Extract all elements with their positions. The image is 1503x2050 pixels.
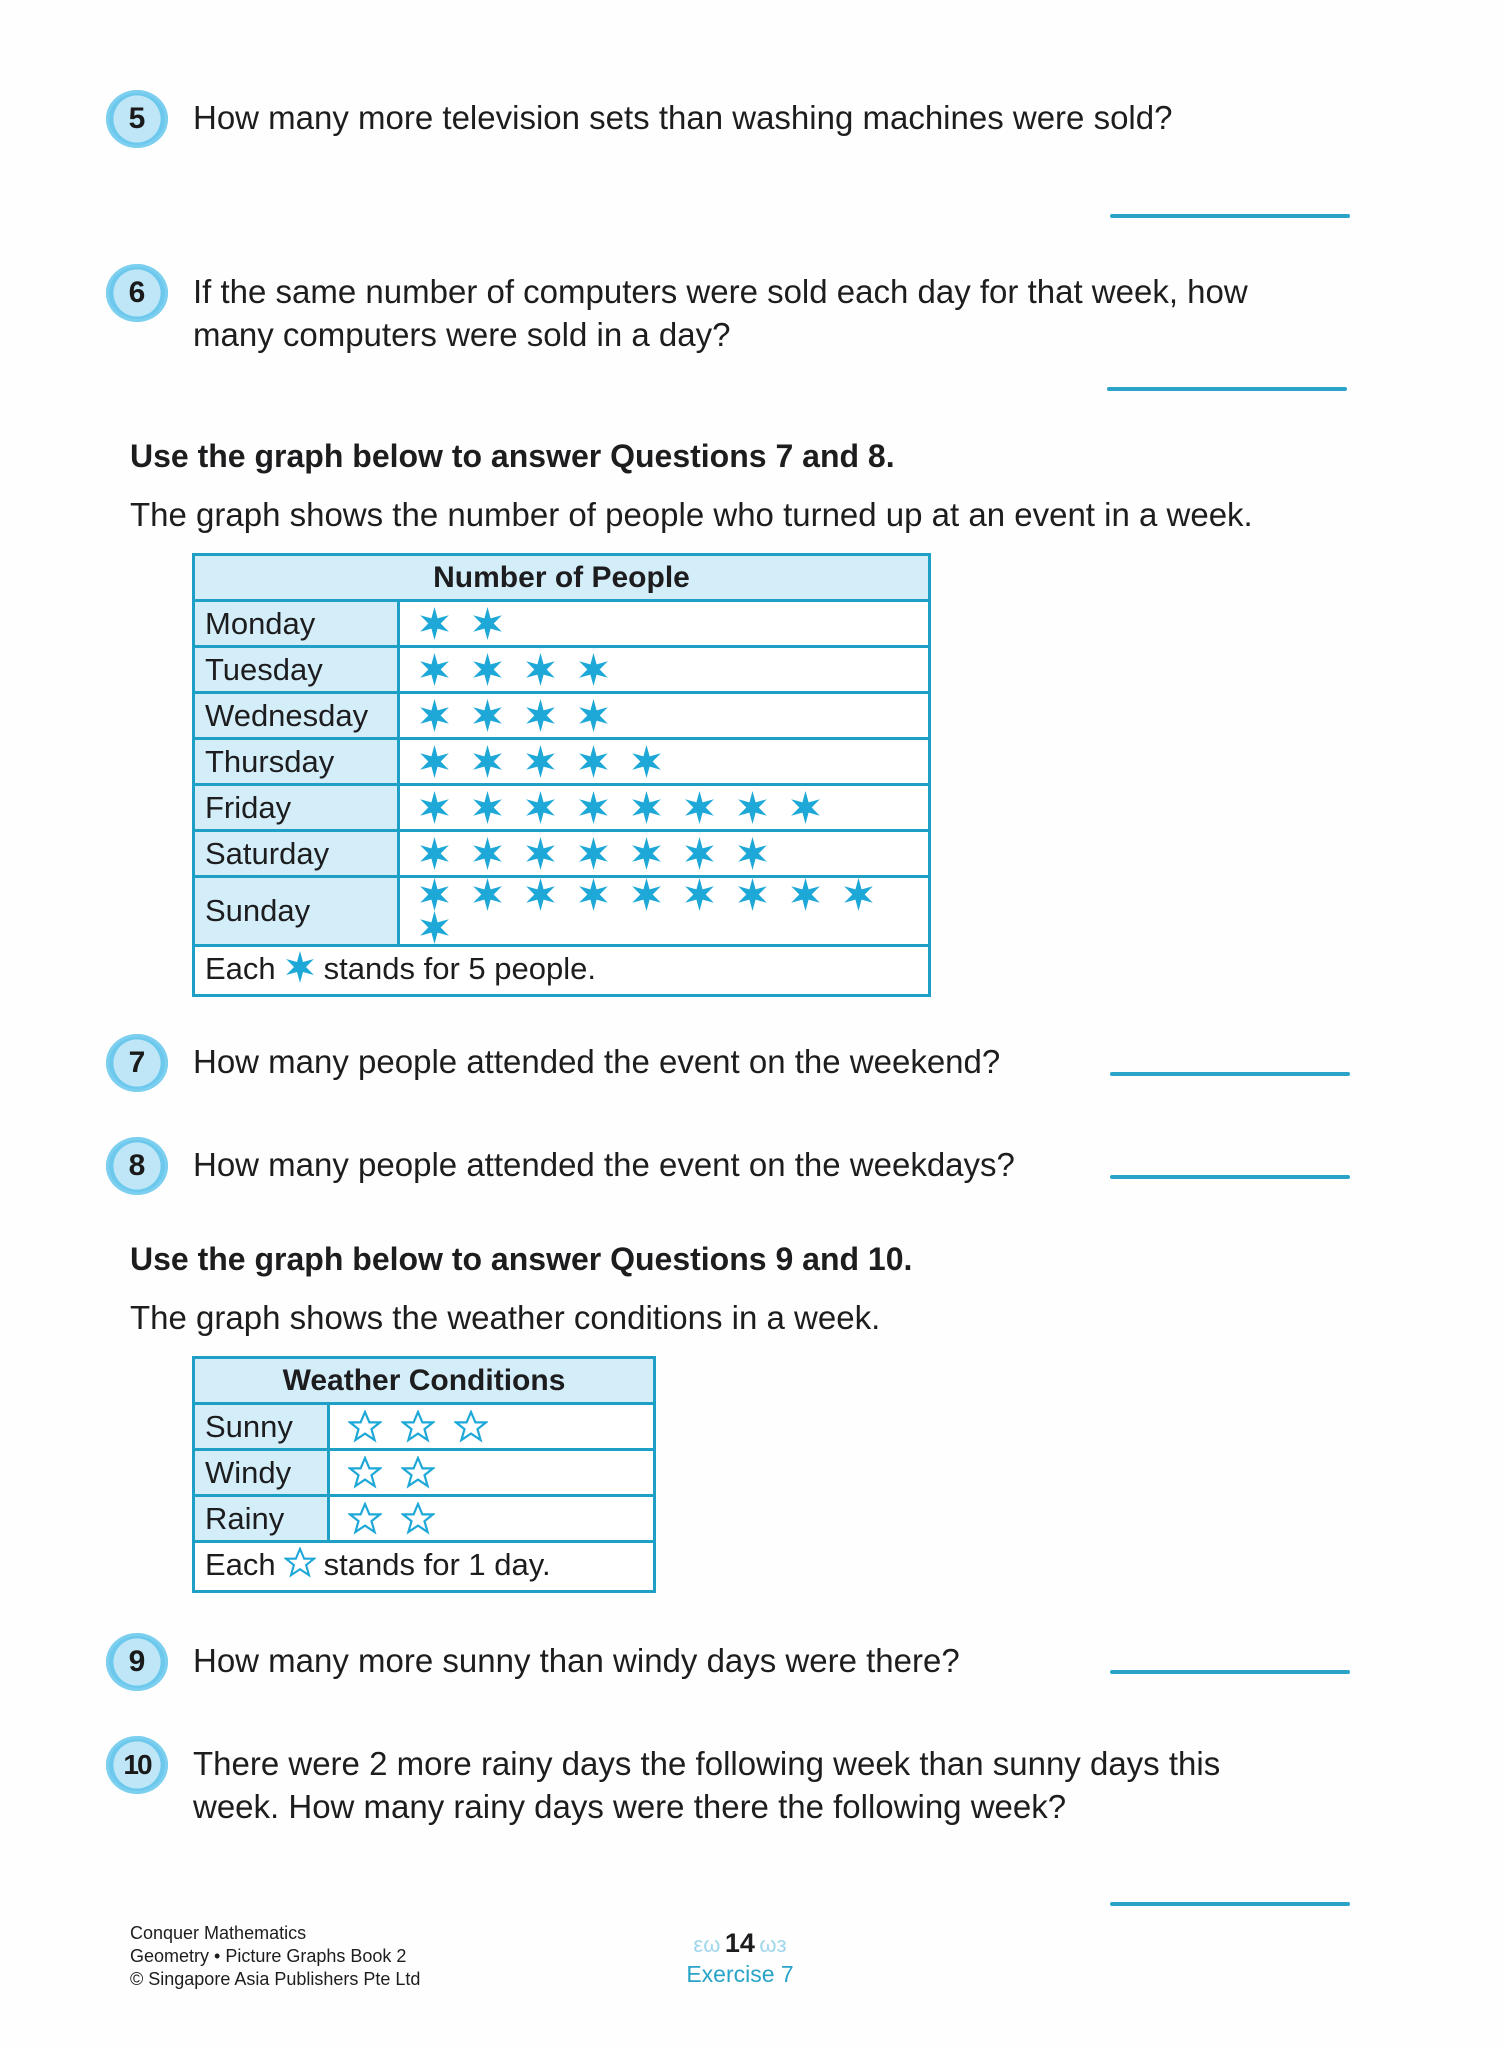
graph-row [194, 785, 930, 831]
row-label: Thursday [194, 739, 399, 785]
outline-star-icon [348, 1410, 382, 1444]
row-symbols [399, 785, 930, 831]
six-point-star-icon [524, 791, 557, 824]
picture-graph-people [192, 553, 931, 997]
section-intro: The graph shows the number of people who turned up at an event in a week. [130, 496, 1253, 533]
six-point-star-icon [418, 791, 451, 824]
graph-title: Number of People [194, 555, 930, 601]
graph-row [194, 601, 930, 647]
six-point-star-icon [683, 837, 716, 870]
question-text: How many more television sets than washing machines were sold? [193, 99, 1173, 136]
graph-row [194, 1450, 655, 1496]
question-number: 9 [128, 1645, 146, 1678]
six-point-star-icon [577, 837, 610, 870]
six-point-star-icon [630, 878, 663, 911]
six-point-star-icon [471, 699, 504, 732]
row-symbols [399, 831, 930, 877]
exercise-label: Exercise 7 [686, 1961, 794, 1987]
six-point-star-icon [284, 951, 316, 991]
six-point-star-icon [471, 837, 504, 870]
key-suffix: stands for 5 people. [323, 950, 596, 986]
row-label: Friday [194, 785, 399, 831]
question-number: 10 [123, 1749, 151, 1780]
six-point-star-icon [418, 911, 451, 944]
graph-row [194, 1496, 655, 1542]
question-text: There were 2 more rainy days the following week than sunny days this [193, 1745, 1221, 1782]
decorative-swirl-icon: εω [693, 1932, 721, 1957]
question-number-badge [106, 90, 168, 148]
book-series: Conquer Mathematics [130, 1923, 307, 1943]
question-number: 7 [128, 1046, 146, 1079]
row-label: Sunday [194, 877, 399, 946]
row-symbols [329, 1404, 655, 1450]
row-label: Tuesday [194, 647, 399, 693]
six-point-star-icon [418, 878, 451, 911]
six-point-star-icon [683, 791, 716, 824]
key-prefix: Each [205, 1546, 276, 1582]
six-point-star-icon [524, 653, 557, 686]
copyright: © Singapore Asia Publishers Pte Ltd [130, 1969, 421, 1989]
six-point-star-icon [471, 653, 504, 686]
page-indicator [680, 1928, 800, 1988]
six-point-star-icon [524, 878, 557, 911]
question-number-badge [106, 1137, 168, 1195]
section-heading: Use the graph below to answer Questions 7 and 8. [130, 438, 895, 474]
question-number-badge [106, 264, 168, 322]
six-point-star-icon [630, 745, 663, 778]
graph-row [194, 647, 930, 693]
six-point-star-icon [577, 699, 610, 732]
row-label: Rainy [194, 1496, 329, 1542]
six-point-star-icon [683, 878, 716, 911]
six-point-star-icon [577, 878, 610, 911]
row-label: Sunny [194, 1404, 329, 1450]
picture-graph-weather [192, 1356, 656, 1593]
row-symbols [399, 601, 930, 647]
row-symbols [329, 1496, 655, 1542]
six-point-star-icon [471, 745, 504, 778]
question-number-badge [106, 1736, 168, 1794]
question-number-badge [106, 1034, 168, 1092]
graph-row [194, 877, 930, 946]
six-point-star-icon [418, 653, 451, 686]
graph-row [194, 831, 930, 877]
decorative-swirl-icon: ωз [759, 1932, 787, 1957]
six-point-star-icon [471, 878, 504, 911]
graph-title: Weather Conditions [194, 1358, 655, 1404]
graph-row [194, 693, 930, 739]
six-point-star-icon [418, 745, 451, 778]
six-point-star-icon [577, 653, 610, 686]
question-number: 8 [128, 1149, 146, 1182]
answer-line[interactable] [1110, 1902, 1350, 1906]
book-title: Geometry • Picture Graphs Book 2 [130, 1946, 407, 1966]
six-point-star-icon [418, 607, 451, 640]
six-point-star-icon [736, 791, 769, 824]
outline-star-icon [284, 1547, 316, 1587]
answer-line[interactable] [1110, 1072, 1350, 1076]
question-text: many computers were sold in a day? [193, 316, 731, 353]
outline-star-icon [401, 1410, 435, 1444]
six-point-star-icon [577, 745, 610, 778]
question-number: 5 [128, 102, 146, 135]
row-symbols [399, 647, 930, 693]
outline-star-icon [401, 1502, 435, 1536]
six-point-star-icon [736, 878, 769, 911]
six-point-star-icon [524, 745, 557, 778]
six-point-star-icon [577, 791, 610, 824]
six-point-star-icon [524, 699, 557, 732]
question-text: If the same number of computers were sold each day for that week, how [193, 273, 1248, 310]
six-point-star-icon [418, 699, 451, 732]
graph-key [194, 946, 930, 996]
answer-line[interactable] [1110, 1175, 1350, 1179]
six-point-star-icon [842, 878, 875, 911]
question-text: How many people attended the event on the weekend? [193, 1043, 1001, 1080]
row-symbols [399, 739, 930, 785]
outline-star-icon [454, 1410, 488, 1444]
question-number: 6 [128, 276, 146, 309]
section-intro: The graph shows the weather conditions in a week. [130, 1299, 881, 1336]
book-info [130, 1922, 420, 1991]
row-symbols [329, 1450, 655, 1496]
question-number-badge [106, 1633, 168, 1691]
row-label: Monday [194, 601, 399, 647]
outline-star-icon [348, 1456, 382, 1490]
row-label: Windy [194, 1450, 329, 1496]
row-label: Saturday [194, 831, 399, 877]
row-symbols [399, 693, 930, 739]
row-symbols [399, 877, 930, 946]
key-suffix: stands for 1 day. [323, 1546, 551, 1582]
outline-star-icon [401, 1456, 435, 1490]
question-text: How many people attended the event on the weekdays? [193, 1146, 1015, 1183]
outline-star-icon [348, 1502, 382, 1536]
question-text: How many more sunny than windy days were there? [193, 1642, 960, 1679]
answer-line[interactable] [1110, 214, 1350, 218]
six-point-star-icon [630, 837, 663, 870]
row-label: Wednesday [194, 693, 399, 739]
graph-key [194, 1542, 655, 1592]
key-prefix: Each [205, 950, 276, 986]
six-point-star-icon [789, 878, 822, 911]
question-text: week. How many rainy days were there the following week? [193, 1788, 1067, 1825]
six-point-star-icon [736, 837, 769, 870]
six-point-star-icon [789, 791, 822, 824]
six-point-star-icon [471, 607, 504, 640]
answer-line[interactable] [1110, 1670, 1350, 1674]
six-point-star-icon [630, 791, 663, 824]
answer-line[interactable] [1107, 387, 1347, 391]
six-point-star-icon [471, 791, 504, 824]
page-number: 14 [724, 1928, 755, 1958]
section-heading: Use the graph below to answer Questions 9 and 10. [130, 1241, 913, 1277]
six-point-star-icon [418, 837, 451, 870]
six-point-star-icon [524, 837, 557, 870]
graph-row [194, 739, 930, 785]
graph-row [194, 1404, 655, 1450]
